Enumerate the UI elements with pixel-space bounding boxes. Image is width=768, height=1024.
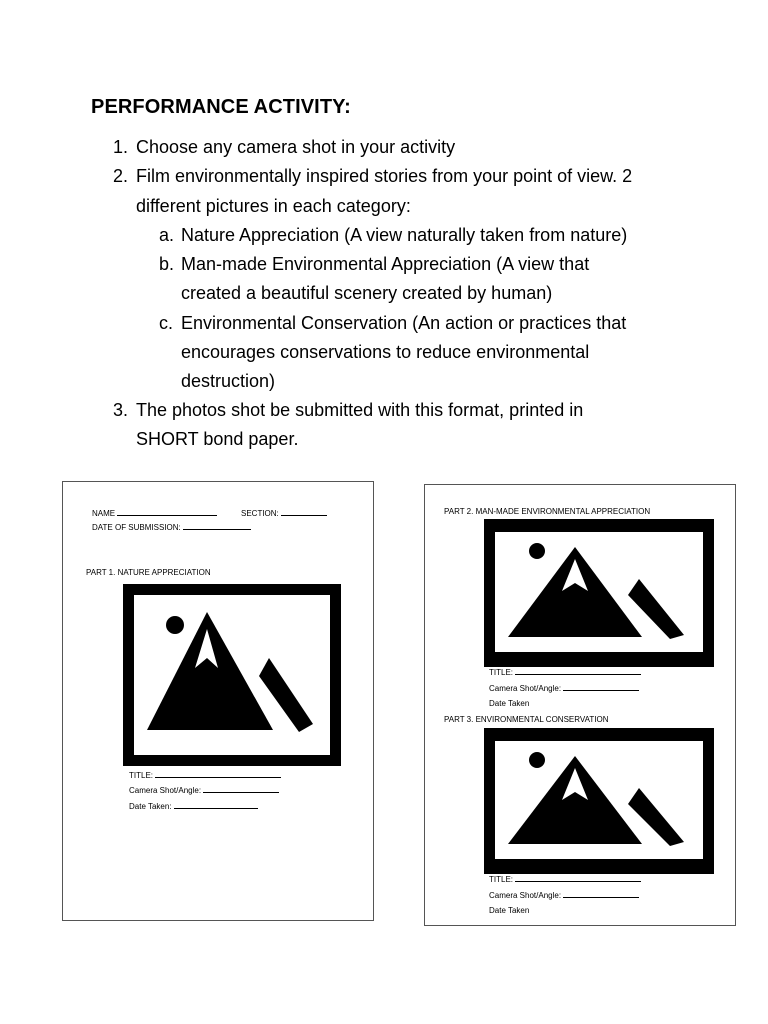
item-3-text-line1: The photos shot be submitted with this format, printed in bbox=[136, 400, 584, 420]
image-placeholder-icon bbox=[484, 519, 714, 667]
section-label: SECTION: bbox=[241, 508, 327, 518]
item-3-text-line2: SHORT bond paper. bbox=[136, 429, 299, 449]
date-of-submission-label: DATE OF SUBMISSION: bbox=[92, 522, 251, 532]
subitem-c-text-line3: destruction) bbox=[181, 371, 276, 391]
item-1-text: Choose any camera shot in your activity bbox=[136, 137, 456, 157]
camera-shot-label-part3: Camera Shot/Angle: bbox=[489, 890, 639, 900]
date-taken-label: Date Taken: bbox=[129, 801, 258, 811]
camera-shot-label: Camera Shot/Angle: bbox=[129, 785, 279, 795]
subitem-a-text: Nature Appreciation (A view naturally taken from nature) bbox=[181, 225, 628, 245]
subitem-c-text-line2: encourages conservations to reduce environmental bbox=[181, 342, 590, 362]
image-placeholder-icon bbox=[123, 584, 341, 766]
page-heading: PERFORMANCE ACTIVITY: bbox=[91, 96, 351, 118]
sample-sheet-part1 bbox=[62, 481, 374, 921]
item-number-3: 3. bbox=[113, 400, 129, 420]
subitem-letter-b: b. bbox=[159, 254, 175, 274]
name-label: NAME bbox=[92, 508, 217, 518]
image-placeholder-icon bbox=[484, 728, 714, 874]
title-label: TITLE: bbox=[129, 770, 281, 780]
date-taken-label-part3: Date Taken bbox=[489, 906, 530, 915]
part2-label: PART 2. MAN-MADE ENVIRONMENTAL APPRECIATION bbox=[444, 507, 651, 516]
item-2-text-line1: Film environmentally inspired stories from your point of view. 2 bbox=[136, 166, 633, 186]
title-label-part2: TITLE: bbox=[489, 667, 641, 677]
item-2-text-line2: different pictures in each category: bbox=[136, 196, 411, 216]
subitem-b-text-line2: created a beautiful scenery created by human) bbox=[181, 283, 553, 303]
camera-shot-label-part2: Camera Shot/Angle: bbox=[489, 683, 639, 693]
subitem-letter-c: c. bbox=[159, 313, 174, 333]
item-number-1: 1. bbox=[113, 137, 129, 157]
sample-sheet-part2-3 bbox=[424, 484, 736, 926]
item-number-2: 2. bbox=[113, 166, 129, 186]
part1-label: PART 1. NATURE APPRECIATION bbox=[86, 568, 211, 577]
title-label-part3: TITLE: bbox=[489, 874, 641, 884]
subitem-c-text-line1: Environmental Conservation (An action or practices that bbox=[181, 313, 627, 333]
subitem-letter-a: a. bbox=[159, 225, 175, 245]
part3-label: PART 3. ENVIRONMENTAL CONSERVATION bbox=[444, 715, 609, 724]
date-taken-label-part2: Date Taken bbox=[489, 699, 530, 708]
subitem-b-text-line1: Man-made Environmental Appreciation (A view that bbox=[181, 254, 590, 274]
